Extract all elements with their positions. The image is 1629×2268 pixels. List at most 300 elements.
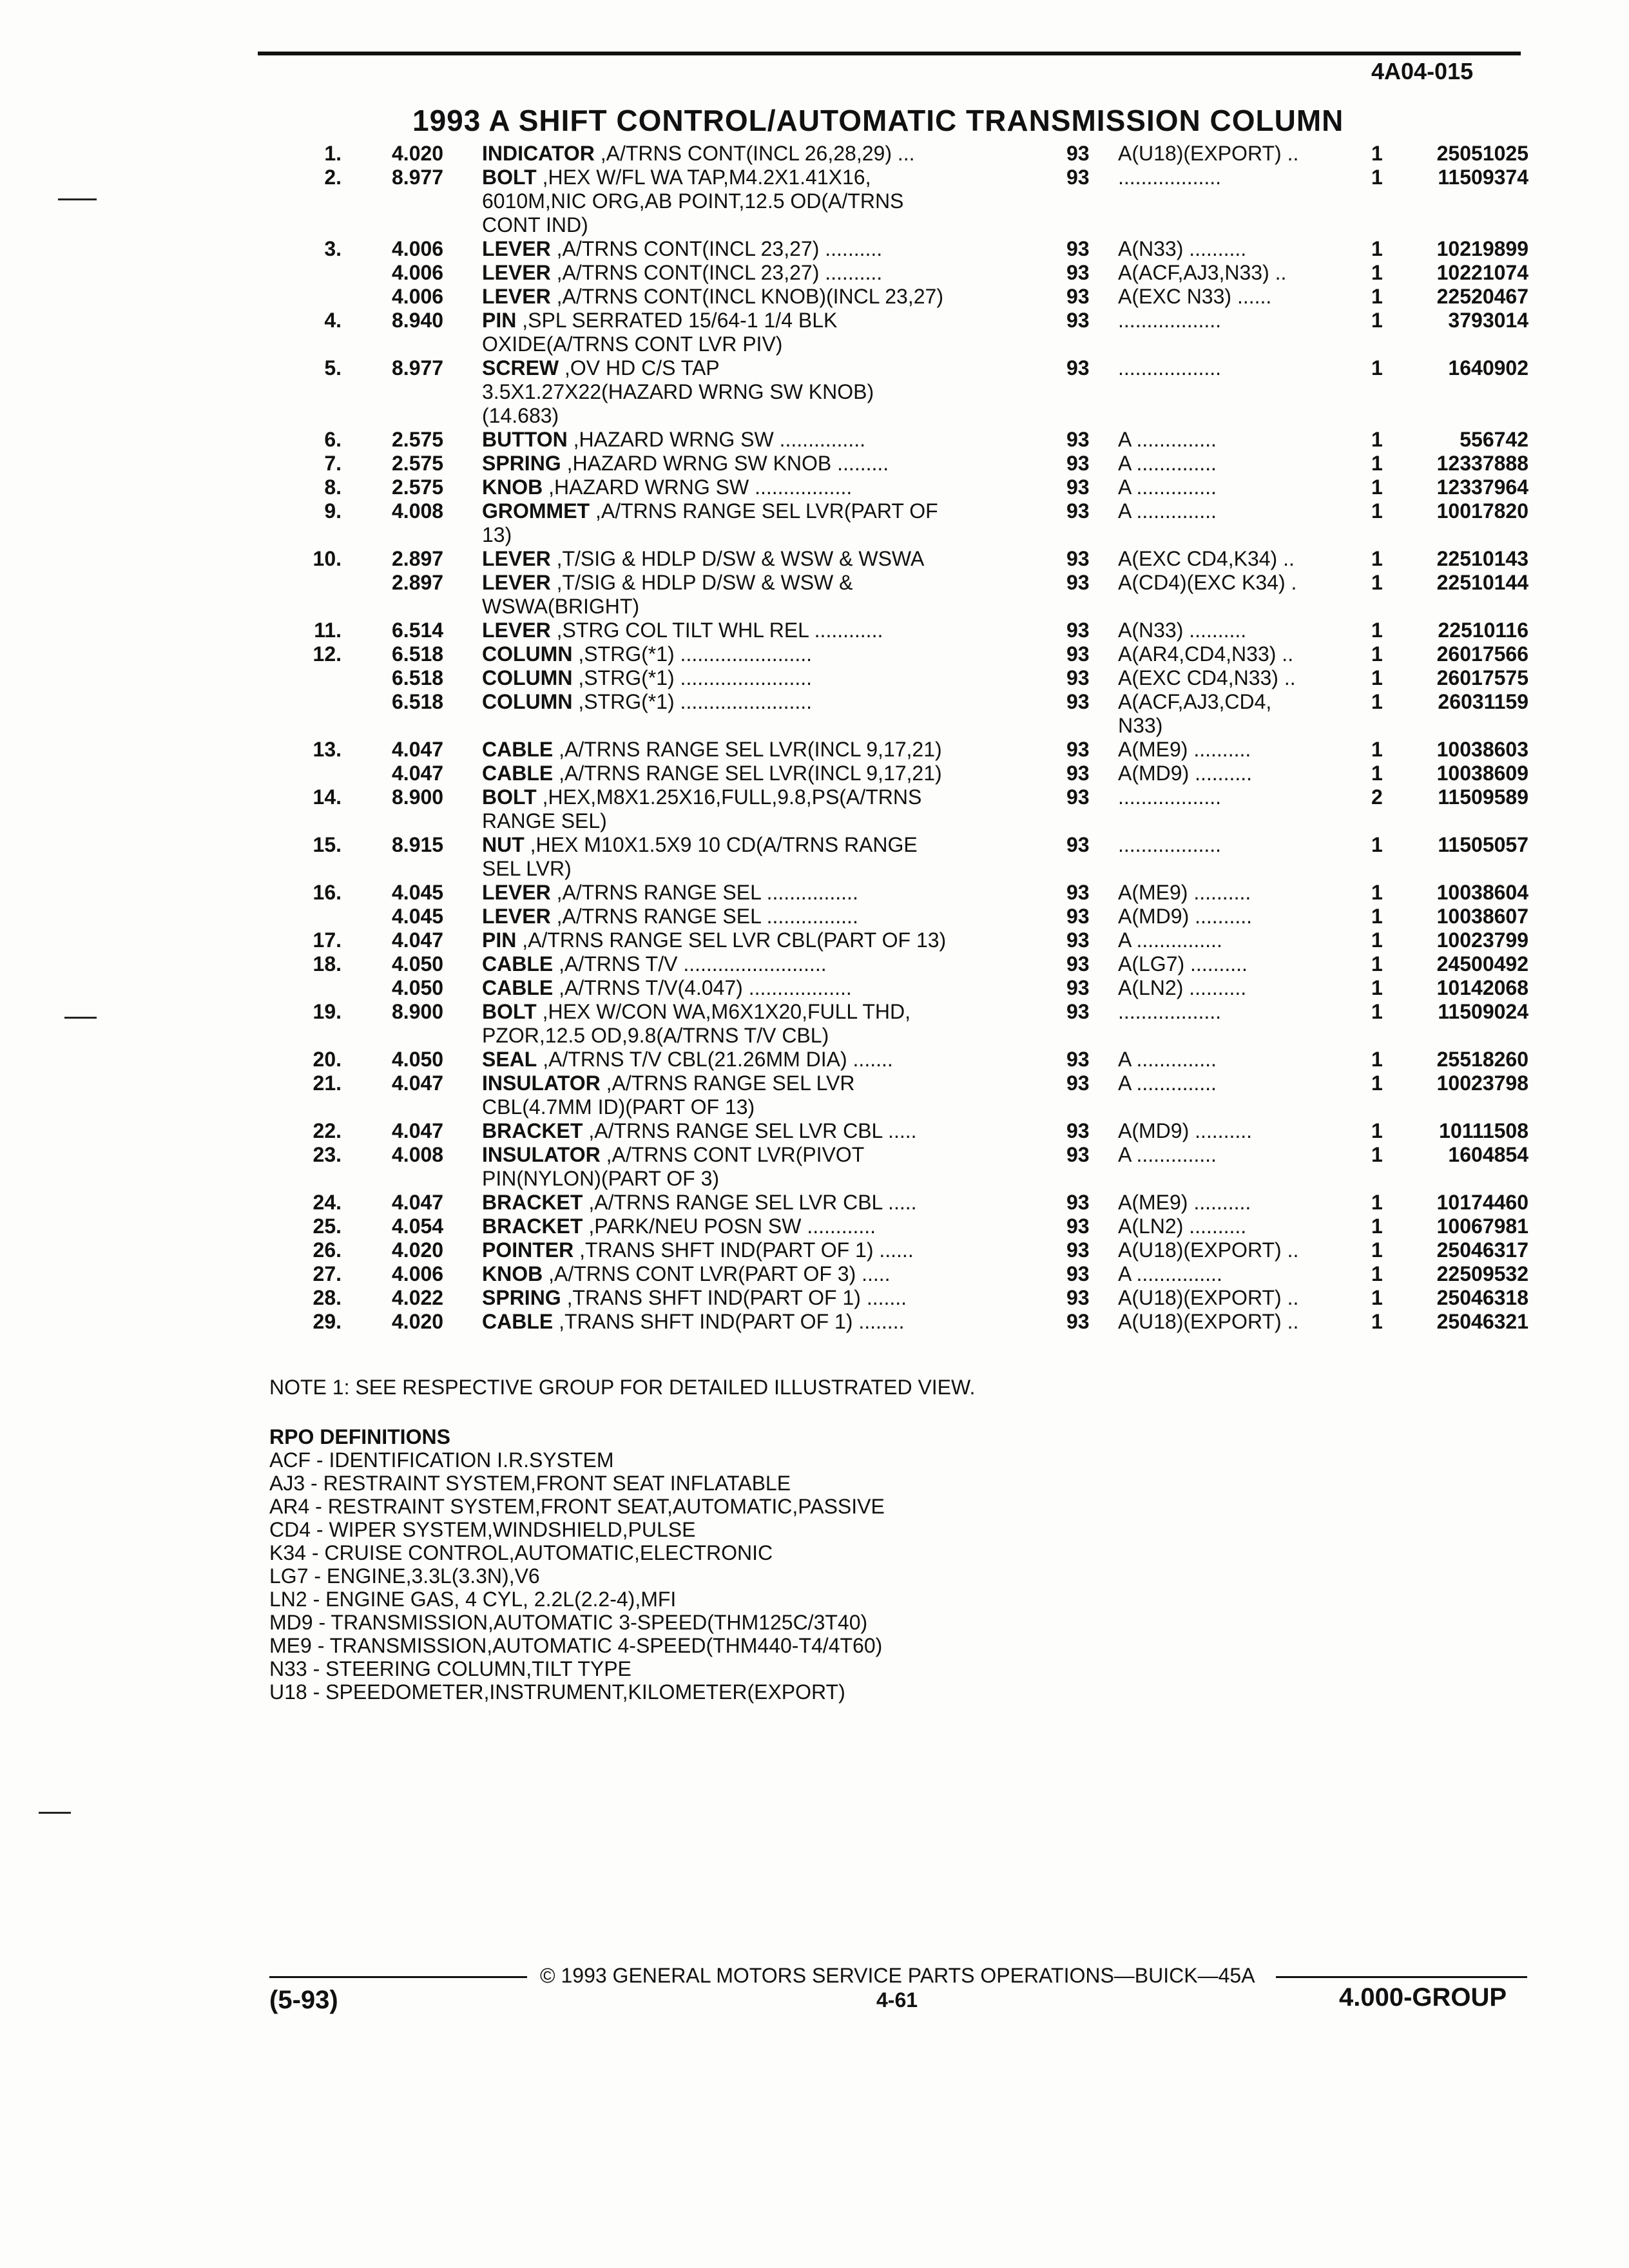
quantity: 1 <box>1371 309 1383 332</box>
application: A(ME9) .......... <box>1118 738 1251 761</box>
quantity: 1 <box>1371 237 1383 260</box>
table-row <box>0 833 1629 857</box>
part-desc-text: ,A/TRNS RANGE SEL ................ <box>556 905 858 928</box>
application: A(CD4)(EXC K34) . <box>1118 571 1297 594</box>
quantity: 1 <box>1371 452 1383 475</box>
application: A(EXC N33) ...... <box>1118 285 1272 308</box>
table-row <box>0 881 1629 905</box>
application: .................. <box>1118 833 1222 856</box>
item-number: 11. <box>314 619 342 642</box>
group-number: 6.518 <box>392 666 444 689</box>
model-year: 93 <box>1066 428 1090 451</box>
item-number: 17. <box>313 928 342 952</box>
part-name: PIN <box>482 309 517 332</box>
model-year: 93 <box>1066 642 1090 666</box>
part-description <box>482 499 1010 523</box>
part-number: 10038604 <box>1436 881 1528 904</box>
item-number: 9. <box>324 499 342 523</box>
part-description <box>482 547 1010 571</box>
top-rule <box>258 52 1521 55</box>
table-row-continuation <box>0 189 1629 213</box>
part-description <box>482 833 1010 857</box>
group-number: 8.900 <box>392 1000 444 1023</box>
part-description <box>482 571 1010 595</box>
part-description <box>482 142 1010 166</box>
table-row <box>0 642 1629 666</box>
table-row <box>0 738 1629 762</box>
margin-mark <box>39 1812 71 1814</box>
quantity: 1 <box>1371 1000 1383 1023</box>
group-number: 4.047 <box>392 738 444 761</box>
item-number: 12. <box>313 642 342 666</box>
table-row-continuation <box>0 1095 1629 1119</box>
model-year: 93 <box>1066 1072 1090 1095</box>
table-row <box>0 1286 1629 1310</box>
table-row <box>0 452 1629 476</box>
group-number: 4.045 <box>392 905 444 928</box>
quantity: 1 <box>1371 881 1383 904</box>
application: A .............. <box>1118 1143 1217 1166</box>
quantity: 1 <box>1371 690 1383 713</box>
model-year: 93 <box>1066 547 1090 570</box>
part-description <box>482 1000 1010 1024</box>
part-description <box>482 476 1010 499</box>
model-year: 93 <box>1066 762 1090 785</box>
group-number: 6.514 <box>392 619 444 642</box>
part-number: 10038603 <box>1436 738 1528 761</box>
item-number: 3. <box>324 237 342 260</box>
item-number: 16. <box>313 881 342 904</box>
part-desc-text: ,HAZARD WRNG SW KNOB ......... <box>566 452 889 475</box>
rpo-definitions <box>269 1425 885 1704</box>
part-number: 10142068 <box>1436 976 1528 999</box>
part-desc-text: ,PARK/NEU POSN SW ............ <box>588 1215 876 1238</box>
item-number: 23. <box>313 1143 342 1166</box>
page-code: 4A04-015 <box>1371 58 1474 84</box>
item-number: 7. <box>324 452 342 475</box>
model-year: 93 <box>1066 142 1090 165</box>
part-desc-text: ,A/TRNS T/V(4.047) .................. <box>559 976 852 999</box>
application: .................. <box>1118 356 1222 380</box>
part-name: INDICATOR <box>482 142 595 165</box>
application: A(MD9) .......... <box>1118 1119 1253 1142</box>
table-row <box>0 309 1629 332</box>
group-number: 4.047 <box>392 1072 444 1095</box>
quantity: 1 <box>1371 356 1383 380</box>
model-year: 93 <box>1066 1143 1090 1166</box>
application: A(ME9) .......... <box>1118 881 1251 904</box>
application: A .............. <box>1118 476 1217 499</box>
table-row <box>0 285 1629 309</box>
part-desc-text: ,T/SIG & HDLP D/SW & WSW & <box>556 571 853 594</box>
table-row <box>0 905 1629 928</box>
table-row <box>0 1238 1629 1262</box>
quantity: 1 <box>1371 1215 1383 1238</box>
model-year: 93 <box>1066 905 1090 928</box>
group-number: 2.575 <box>392 452 444 475</box>
part-number: 12337888 <box>1436 452 1528 475</box>
item-number: 10. <box>313 547 342 570</box>
model-year: 93 <box>1066 833 1090 856</box>
table-row <box>0 1262 1629 1286</box>
part-description-continued: 6010M,NIC ORG,AB POINT,12.5 OD(A/TRNS <box>482 189 904 213</box>
application: A(MD9) .......... <box>1118 905 1253 928</box>
model-year: 93 <box>1066 1286 1090 1309</box>
quantity: 1 <box>1371 762 1383 785</box>
group-number: 4.050 <box>392 1048 444 1071</box>
part-number: 25046321 <box>1436 1310 1528 1333</box>
part-name: SPRING <box>482 1286 561 1309</box>
quantity: 1 <box>1371 666 1383 689</box>
footer-group: 4.000-GROUP <box>1339 1983 1507 2012</box>
table-row <box>0 1000 1629 1024</box>
table-row <box>0 166 1629 189</box>
part-name: SEAL <box>482 1048 537 1071</box>
model-year: 93 <box>1066 881 1090 904</box>
group-number: 4.006 <box>392 261 444 284</box>
part-description <box>482 952 1010 976</box>
item-number: 5. <box>324 356 342 380</box>
quantity: 1 <box>1371 1286 1383 1309</box>
footer-copyright: © 1993 GENERAL MOTORS SERVICE PARTS OPERATIONS—BUICK—45A <box>540 1964 1255 1987</box>
part-name: POINTER <box>482 1238 574 1262</box>
part-number: 10017820 <box>1436 499 1528 523</box>
quantity: 1 <box>1371 499 1383 523</box>
group-number: 2.575 <box>392 476 444 499</box>
part-name: BRACKET <box>482 1119 583 1142</box>
part-name: SPRING <box>482 452 561 475</box>
application: .................. <box>1118 1000 1222 1023</box>
parts-table <box>0 142 1629 1334</box>
table-row <box>0 690 1629 714</box>
application: A .............. <box>1118 452 1217 475</box>
group-number: 4.022 <box>392 1286 444 1309</box>
model-year: 93 <box>1066 1119 1090 1142</box>
quantity: 1 <box>1371 1238 1383 1262</box>
part-number: 10038607 <box>1436 905 1528 928</box>
table-row <box>0 428 1629 452</box>
group-number: 8.915 <box>392 833 444 856</box>
table-row-continuation <box>0 332 1629 356</box>
group-number: 4.045 <box>392 881 444 904</box>
part-description <box>482 619 1010 642</box>
quantity: 1 <box>1371 619 1383 642</box>
application: .................. <box>1118 309 1222 332</box>
quantity: 1 <box>1371 1072 1383 1095</box>
table-row-continuation <box>0 857 1629 881</box>
quantity: 1 <box>1371 571 1383 594</box>
quantity: 1 <box>1371 1191 1383 1214</box>
item-number: 18. <box>313 952 342 975</box>
footer-page-number: 4-61 <box>876 1988 918 2012</box>
application: A .............. <box>1118 1072 1217 1095</box>
group-number: 4.047 <box>392 762 444 785</box>
group-number: 4.006 <box>392 1262 444 1285</box>
item-number: 21. <box>313 1072 342 1095</box>
application: A .............. <box>1118 428 1217 451</box>
item-number: 8. <box>324 476 342 499</box>
part-description <box>482 976 1010 1000</box>
part-name: CABLE <box>482 1310 554 1333</box>
part-description <box>482 285 1010 309</box>
part-description-continued: PIN(NYLON)(PART OF 3) <box>482 1167 720 1190</box>
model-year: 93 <box>1066 1310 1090 1333</box>
part-name: KNOB <box>482 1262 543 1285</box>
part-desc-text: ,A/TRNS T/V CBL(21.26MM DIA) ....... <box>543 1048 893 1071</box>
model-year: 93 <box>1066 690 1090 713</box>
rpo-item: ME9 - TRANSMISSION,AUTOMATIC 4-SPEED(THM440-T4/4T60) <box>269 1634 883 1657</box>
part-desc-text: ,HEX W/CON WA,M6X1X20,FULL THD, <box>542 1000 911 1023</box>
part-desc-text: ,TRANS SHFT IND(PART OF 1) ........ <box>559 1310 905 1333</box>
rpo-item: AR4 - RESTRAINT SYSTEM,FRONT SEAT,AUTOMATIC,PASSIVE <box>269 1495 885 1518</box>
application: A .............. <box>1118 1048 1217 1071</box>
part-description <box>482 452 1010 476</box>
quantity: 1 <box>1371 285 1383 308</box>
part-name: LEVER <box>482 261 551 284</box>
model-year: 93 <box>1066 499 1090 523</box>
item-number: 27. <box>313 1262 342 1285</box>
application: A ............... <box>1118 1262 1222 1285</box>
item-number: 25. <box>313 1215 342 1238</box>
group-number: 2.897 <box>392 571 444 594</box>
group-number: 4.020 <box>392 1238 444 1262</box>
part-description <box>482 881 1010 905</box>
footer-rule-right <box>1276 1976 1527 1978</box>
table-row-continuation <box>0 809 1629 833</box>
model-year: 93 <box>1066 976 1090 999</box>
item-number: 2. <box>324 166 342 189</box>
group-number: 2.575 <box>392 428 444 451</box>
part-number: 22520467 <box>1436 285 1528 308</box>
part-desc-text: ,HEX M10X1.5X9 10 CD(A/TRNS RANGE <box>530 833 918 856</box>
rpo-list <box>269 1448 885 1704</box>
part-number: 10023798 <box>1436 1072 1528 1095</box>
application: A .............. <box>1118 499 1217 523</box>
item-number: 6. <box>324 428 342 451</box>
part-description-continued: WSWA(BRIGHT) <box>482 595 640 618</box>
model-year: 93 <box>1066 476 1090 499</box>
model-year: 93 <box>1066 928 1090 952</box>
item-number: 19. <box>313 1000 342 1023</box>
part-description <box>482 1143 1010 1167</box>
part-desc-text: ,A/TRNS RANGE SEL LVR(PART OF <box>595 499 938 523</box>
group-number: 8.940 <box>392 309 444 332</box>
quantity: 1 <box>1371 1310 1383 1333</box>
application: A(ME9) .......... <box>1118 1191 1251 1214</box>
part-description <box>482 428 1010 452</box>
part-desc-text: ,A/TRNS CONT(INCL KNOB)(INCL 23,27) <box>556 285 943 308</box>
part-description <box>482 1191 1010 1215</box>
part-number: 10067981 <box>1436 1215 1528 1238</box>
part-number: 11509589 <box>1438 785 1528 809</box>
model-year: 93 <box>1066 666 1090 689</box>
table-row <box>0 928 1629 952</box>
application: A(ACF,AJ3,CD4, <box>1118 690 1272 713</box>
table-row <box>0 1310 1629 1334</box>
table-row <box>0 976 1629 1000</box>
part-desc-text: ,TRANS SHFT IND(PART OF 1) ...... <box>579 1238 914 1262</box>
group-number: 2.897 <box>392 547 444 570</box>
table-row-continuation <box>0 1167 1629 1191</box>
part-description <box>482 666 1010 690</box>
part-description <box>482 166 1010 189</box>
part-description <box>482 261 1010 285</box>
rpo-item: AJ3 - RESTRAINT SYSTEM,FRONT SEAT INFLATABLE <box>269 1472 791 1495</box>
table-row <box>0 237 1629 261</box>
part-name: BRACKET <box>482 1215 583 1238</box>
rpo-item: U18 - SPEEDOMETER,INSTRUMENT,KILOMETER(EXPORT) <box>269 1680 845 1704</box>
part-number: 26017566 <box>1436 642 1528 666</box>
item-number: 28. <box>313 1286 342 1309</box>
part-desc-text: ,A/TRNS CONT LVR(PIVOT <box>606 1143 865 1166</box>
model-year: 93 <box>1066 285 1090 308</box>
group-number: 4.054 <box>392 1215 444 1238</box>
table-row-continuation <box>0 595 1629 619</box>
part-description-continued: CONT IND) <box>482 213 588 236</box>
table-row <box>0 499 1629 523</box>
model-year: 93 <box>1066 356 1090 380</box>
rpo-heading: RPO DEFINITIONS <box>269 1425 450 1448</box>
quantity: 1 <box>1371 261 1383 284</box>
item-number: 1. <box>324 142 342 165</box>
part-name: LEVER <box>482 571 551 594</box>
part-description <box>482 1048 1010 1072</box>
part-desc-text: ,SPL SERRATED 15/64-1 1/4 BLK <box>522 309 838 332</box>
item-number: 14. <box>313 785 342 809</box>
table-row <box>0 666 1629 690</box>
rpo-item: MD9 - TRANSMISSION,AUTOMATIC 3-SPEED(THM125C/3T40) <box>269 1611 868 1634</box>
rpo-item: LG7 - ENGINE,3.3L(3.3N),V6 <box>269 1564 540 1588</box>
part-desc-text: ,STRG COL TILT WHL REL ............ <box>556 619 883 642</box>
part-desc-text: ,A/TRNS RANGE SEL LVR(INCL 9,17,21) <box>559 738 942 761</box>
part-desc-text: ,STRG(*1) ....................... <box>578 666 813 689</box>
part-number: 11509024 <box>1438 1000 1528 1023</box>
application-continued: N33) <box>1118 714 1163 737</box>
part-description-continued: (14.683) <box>482 404 559 427</box>
group-number: 4.020 <box>392 1310 444 1333</box>
part-number: 10023799 <box>1436 928 1528 952</box>
item-number: 15. <box>313 833 342 856</box>
group-number: 8.977 <box>392 356 444 380</box>
table-row <box>0 142 1629 166</box>
table-row <box>0 356 1629 380</box>
part-name: COLUMN <box>482 642 573 666</box>
part-description <box>482 762 1010 785</box>
group-number: 4.008 <box>392 1143 444 1166</box>
part-desc-text: ,T/SIG & HDLP D/SW & WSW & WSWA <box>556 547 925 570</box>
quantity: 1 <box>1371 428 1383 451</box>
part-description <box>482 1310 1010 1334</box>
model-year: 93 <box>1066 619 1090 642</box>
part-name: BRACKET <box>482 1191 583 1214</box>
part-name: LEVER <box>482 881 551 904</box>
group-number: 4.047 <box>392 1191 444 1214</box>
quantity: 1 <box>1371 905 1383 928</box>
part-description <box>482 928 1010 952</box>
part-desc-text: ,STRG(*1) ....................... <box>578 642 813 666</box>
part-number: 22509532 <box>1436 1262 1528 1285</box>
part-description <box>482 1238 1010 1262</box>
group-number: 6.518 <box>392 690 444 713</box>
footer-date: (5-93) <box>269 1986 338 2014</box>
page-title: 1993 A SHIFT CONTROL/AUTOMATIC TRANSMISSION COLUMN <box>412 104 1344 137</box>
group-number: 4.050 <box>392 952 444 975</box>
quantity: 1 <box>1371 952 1383 975</box>
item-number: 26. <box>313 1238 342 1262</box>
part-number: 25046317 <box>1436 1238 1528 1262</box>
quantity: 1 <box>1371 642 1383 666</box>
part-desc-text: ,A/TRNS RANGE SEL LVR CBL(PART OF 13) <box>522 928 947 952</box>
part-name: COLUMN <box>482 690 573 713</box>
part-number: 10174460 <box>1436 1191 1528 1214</box>
part-desc-text: ,TRANS SHFT IND(PART OF 1) ....... <box>566 1286 907 1309</box>
table-row <box>0 785 1629 809</box>
table-row-continuation <box>0 1024 1629 1048</box>
table-row <box>0 1143 1629 1167</box>
part-description <box>482 1262 1010 1286</box>
part-desc-text: ,HEX W/FL WA TAP,M4.2X1.41X16, <box>542 166 871 189</box>
application: A(MD9) .......... <box>1118 762 1253 785</box>
part-name: CABLE <box>482 738 554 761</box>
group-number: 4.047 <box>392 928 444 952</box>
rpo-item: ACF - IDENTIFICATION I.R.SYSTEM <box>269 1448 614 1472</box>
footer-rule-left <box>269 1976 527 1978</box>
part-description <box>482 1119 1010 1143</box>
part-description-continued: RANGE SEL) <box>482 809 607 832</box>
group-number: 4.006 <box>392 285 444 308</box>
application: A(LG7) .......... <box>1118 952 1248 975</box>
table-row <box>0 1072 1629 1095</box>
application: A(EXC CD4,K34) .. <box>1118 547 1295 570</box>
part-description-continued: PZOR,12.5 OD,9.8(A/TRNS T/V CBL) <box>482 1024 829 1047</box>
item-number: 4. <box>324 309 342 332</box>
part-desc-text: ,HEX,M8X1.25X16,FULL,9.8,PS(A/TRNS <box>542 785 922 809</box>
model-year: 93 <box>1066 952 1090 975</box>
part-name: CABLE <box>482 952 554 975</box>
part-name: BOLT <box>482 166 537 189</box>
part-name: CABLE <box>482 976 554 999</box>
part-name: BOLT <box>482 785 537 809</box>
application: A ............... <box>1118 928 1222 952</box>
part-description-continued: OXIDE(A/TRNS CONT LVR PIV) <box>482 332 783 356</box>
table-row-continuation <box>0 714 1629 738</box>
part-number: 25046318 <box>1436 1286 1528 1309</box>
part-description <box>482 1286 1010 1310</box>
part-number: 26017575 <box>1436 666 1528 689</box>
application: A(EXC CD4,N33) .. <box>1118 666 1296 689</box>
application: A(N33) .......... <box>1118 619 1247 642</box>
part-description-continued: CBL(4.7MM ID)(PART OF 13) <box>482 1095 755 1119</box>
part-desc-text: ,A/TRNS CONT(INCL 23,27) .......... <box>556 261 883 284</box>
part-number: 24500492 <box>1436 952 1528 975</box>
model-year: 93 <box>1066 237 1090 260</box>
part-description <box>482 1215 1010 1238</box>
part-desc-text: ,A/TRNS RANGE SEL ................ <box>556 881 858 904</box>
application: .................. <box>1118 785 1222 809</box>
part-name: KNOB <box>482 476 543 499</box>
table-row <box>0 476 1629 499</box>
part-number: 26031159 <box>1438 690 1528 713</box>
part-description <box>482 690 1010 714</box>
part-number: 556742 <box>1460 428 1528 451</box>
part-description <box>482 237 1010 261</box>
quantity: 1 <box>1371 1048 1383 1071</box>
part-description <box>482 785 1010 809</box>
part-number: 12337964 <box>1436 476 1528 499</box>
table-row <box>0 1048 1629 1072</box>
rpo-item: LN2 - ENGINE GAS, 4 CYL, 2.2L(2.2-4),MFI <box>269 1588 677 1611</box>
table-row-continuation <box>0 213 1629 237</box>
